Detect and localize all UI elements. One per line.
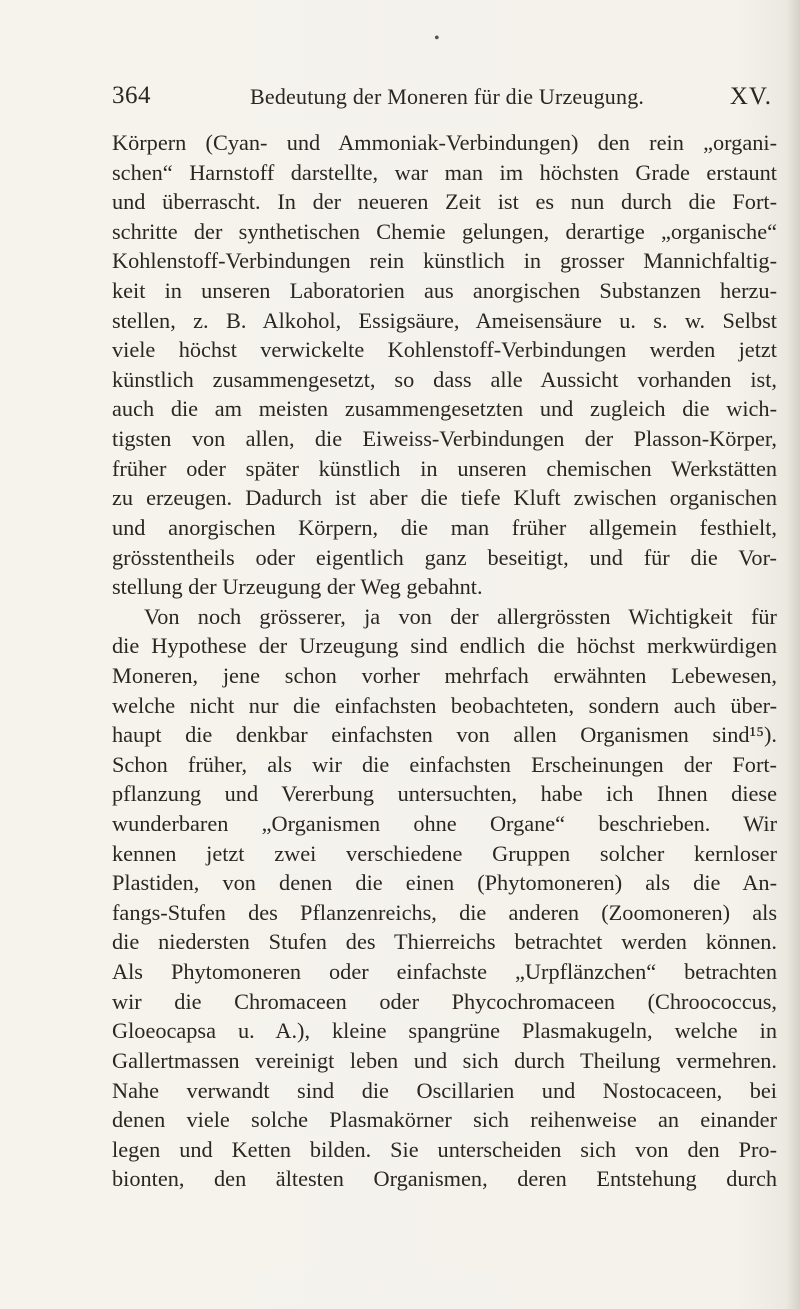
printer-mark: • [434,30,440,47]
text-line: die niedersten Stufen des Thierreichs betrachtet werden können. [112,929,777,955]
text-line: Plastiden, von denen die einen (Phytomoneren) als die An- [112,870,777,896]
text-line: schen“ Harnstoff darstellte, war man im höchsten Grade erstaunt [112,159,777,185]
text-line: Körpern (Cyan- und Ammoniak-Verbindungen) den rein „organi- [112,130,777,155]
text-line: legen und Ketten bilden. Sie unterscheiden sich von den Pro- [112,1136,777,1162]
text-line: Kohlenstoff-Verbindungen rein künstlich in grosser Mannichfaltig- [112,248,777,274]
text-line: stellen, z. B. Alkohol, Essigsäure, Ameisensäure u. s. w. Selbst [112,307,777,333]
text-line: haupt die denkbar einfachsten von allen Organismen sind¹⁵). [112,722,777,748]
text-line: und überrascht. In der neueren Zeit ist es nun durch die Fort- [112,189,777,215]
text-line: früher oder später künstlich in unseren chemischen Werkstätten [112,455,777,481]
chapter-number: XV. [729,83,772,110]
text-line: viele höchst verwickelte Kohlenstoff-Verbindungen werden jetzt [112,337,777,363]
page-number: 364 [112,82,151,109]
text-line: keit in unseren Laboratorien aus anorgischen Substanzen herzu- [112,278,777,304]
text-line: grösstentheils oder eigentlich ganz beseitigt, und für die Vor- [112,544,777,570]
text-line-paragraph-start: Von noch grösserer, ja von der allergrössten Wichtigkeit für [144,603,777,629]
text-line: Gloeocapsa u. A.), kleine spangrüne Plasmakugeln, welche in [112,1018,777,1044]
text-line: wir die Chromaceen oder Phycochromaceen (Chroococcus, [112,988,777,1014]
text-line-paragraph-end: stellung der Urzeugung der Weg gebahnt. [112,574,483,600]
text-line: bionten, den ältesten Organismen, deren Entstehung durch [112,1166,777,1192]
text-line: künstlich zusammengesetzt, so dass alle Aussicht vorhanden ist, [112,366,777,392]
text-line: fangs-Stufen des Pflanzenreichs, die anderen (Zoomoneren) als [112,899,777,925]
text-line: welche nicht nur die einfachsten beobachteten, sondern auch über- [112,692,777,718]
text-line: Nahe verwandt sind die Oscillarien und Nostocaceen, bei [112,1077,777,1103]
page-edge-shadow [786,0,800,1309]
text-line: und anorgischen Körpern, die man früher allgemein festhielt, [112,514,777,540]
body-text [112,128,777,1194]
text-line: zu erzeugen. Dadurch ist aber die tiefe Kluft zwischen organischen [112,485,777,511]
text-line: Gallertmassen vereinigt leben und sich durch Theilung vermehren. [112,1047,777,1073]
running-title: Bedeutung der Moneren für die Urzeugung. [250,84,645,109]
text-line: Schon früher, als wir die einfachsten Erscheinungen der Fort- [112,751,777,777]
text-line: auch die am meisten zusammengesetzten und zugleich die wich- [112,396,777,422]
text-line: pflanzung und Vererbung untersuchten, habe ich Ihnen diese [112,781,777,807]
text-line: Moneren, jene schon vorher mehrfach erwähnten Lebewesen, [112,662,777,688]
text-line: Als Phytomoneren oder einfachste „Urpflänzchen“ betrachten [112,959,777,985]
text-line: schritte der synthetischen Chemie gelungen, derartige „organische“ [112,218,777,244]
text-line: die Hypothese der Urzeugung sind endlich die höchst merkwürdigen [112,633,777,659]
text-line: tigsten von allen, die Eiweiss-Verbindungen der Plasson-Körper, [112,426,777,452]
text-line: kennen jetzt zwei verschiedene Gruppen solcher kernloser [112,840,777,866]
page-header [112,80,772,116]
text-line: wunderbaren „Organismen ohne Organe“ beschrieben. Wir [112,811,777,837]
text-line: denen viele solche Plasmakörner sich reihenweise an einander [112,1107,777,1133]
